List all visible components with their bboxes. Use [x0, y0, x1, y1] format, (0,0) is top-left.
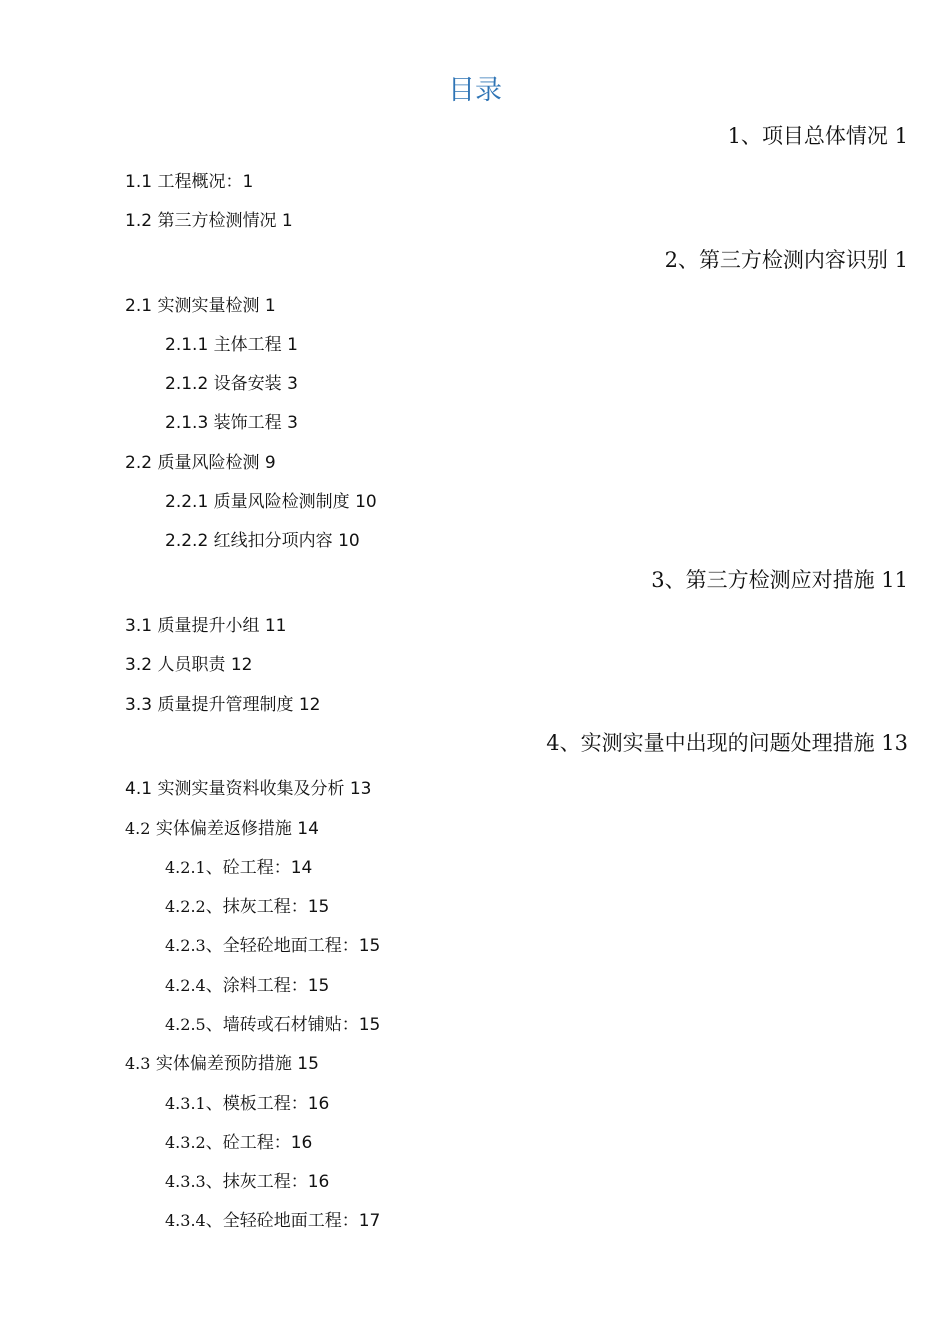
toc-entry-4-2-2[interactable]: [165, 895, 329, 919]
entry-number: 4.3.3: [165, 1172, 206, 1191]
entry-number: 2.2: [125, 453, 153, 473]
toc-entry-4-2[interactable]: [125, 817, 319, 841]
entry-number: 4.3.2: [165, 1133, 206, 1152]
toc-entry-4-2-3[interactable]: [165, 934, 380, 958]
entry-number: 2.1.3: [165, 413, 209, 433]
entry-number: 4.1: [125, 779, 153, 799]
entry-text: 工程概况：: [152, 172, 243, 192]
toc-title: 目录: [448, 75, 502, 106]
toc-entry-2[interactable]: [665, 248, 908, 272]
toc-entry-2-1-2[interactable]: [165, 372, 298, 396]
toc-entry-4-1[interactable]: [125, 777, 372, 801]
entry-number: 4.2.4: [165, 976, 206, 995]
toc-entry-3-1[interactable]: [125, 614, 287, 638]
entry-text: 设备安装: [208, 374, 282, 394]
entry-page: 13: [881, 731, 908, 755]
entry-page: 1: [242, 172, 254, 192]
entry-text: 质量提升小组: [152, 616, 260, 636]
entry-page: 16: [307, 1094, 330, 1114]
entry-number: 4、: [546, 731, 581, 755]
entry-page: 16: [290, 1133, 313, 1153]
entry-page: 11: [264, 616, 287, 636]
entry-text: 、砼工程：: [205, 858, 291, 878]
entry-page: 1: [281, 211, 293, 231]
toc-entry-3-2[interactable]: [125, 653, 253, 677]
entry-text: 第三方检测应对措施: [685, 568, 875, 592]
toc-entry-2-1-3[interactable]: [165, 411, 298, 435]
entry-number: 2.2.1: [165, 492, 209, 512]
entry-number: 4.3: [125, 1054, 151, 1073]
entry-text: 质量提升管理制度: [152, 695, 294, 715]
toc-entry-4-2-5[interactable]: [165, 1013, 380, 1037]
entry-number: 2.1.1: [165, 335, 209, 355]
entry-page: 3: [287, 374, 298, 394]
toc-entry-4-3-2[interactable]: [165, 1131, 312, 1155]
entry-text: 、全轻砼地面工程：: [205, 936, 359, 956]
entry-text: 红线扣分项内容: [208, 531, 333, 551]
toc-entry-3-3[interactable]: [125, 693, 321, 717]
toc-entry-4-3-1[interactable]: [165, 1092, 329, 1116]
entry-page: 12: [298, 695, 321, 715]
entry-page: 16: [307, 1172, 330, 1192]
entry-text: 项目总体情况: [761, 124, 888, 148]
toc-entry-1[interactable]: [728, 124, 908, 148]
entry-page: 1: [894, 124, 908, 148]
entry-number: 4.2.1: [165, 858, 206, 877]
entry-page: 1: [894, 248, 908, 272]
entry-page: 17: [358, 1211, 381, 1231]
entry-page: 3: [287, 413, 298, 433]
entry-page: 15: [307, 897, 330, 917]
toc-entry-4-3-4[interactable]: [165, 1209, 380, 1233]
entry-page: 12: [230, 655, 253, 675]
entry-text: 、墙砖或石材铺贴：: [205, 1015, 359, 1035]
toc-entry-4-2-1[interactable]: [165, 856, 312, 880]
entry-number: 2.1: [125, 296, 153, 316]
entry-page: 1: [264, 296, 276, 316]
entry-text: 主体工程: [208, 335, 282, 355]
toc-entry-4[interactable]: [546, 731, 908, 755]
toc-entry-2-2-1[interactable]: [165, 490, 377, 514]
entry-page: 14: [290, 858, 313, 878]
toc-entry-2-2-2[interactable]: [165, 529, 360, 553]
entry-text: 质量风险检测: [152, 453, 260, 473]
entry-page: 15: [297, 1054, 319, 1074]
entry-number: 4.2: [125, 819, 151, 838]
entry-number: 2、: [664, 248, 699, 272]
entry-page: 13: [349, 779, 372, 799]
toc-entry-4-3[interactable]: [125, 1052, 319, 1076]
entry-number: 3、: [651, 568, 686, 592]
entry-number: 3.1: [125, 616, 153, 636]
entry-page: 1: [287, 335, 298, 355]
entry-page: 10: [338, 531, 360, 551]
entry-number: 1、: [727, 124, 762, 148]
toc-entry-1-1[interactable]: [125, 170, 253, 194]
entry-text: 第三方检测内容识别: [698, 248, 888, 272]
entry-page: 14: [297, 819, 319, 839]
entry-text: 实体偏差返修措施: [150, 819, 292, 839]
entry-text: 实测实量资料收集及分析: [152, 779, 345, 799]
toc-entry-4-2-4[interactable]: [165, 974, 329, 998]
entry-text: 、砼工程：: [205, 1133, 291, 1153]
entry-text: 、涂料工程：: [205, 976, 308, 996]
toc-entry-3[interactable]: [651, 568, 908, 592]
entry-text: 质量风险检测制度: [208, 492, 350, 512]
entry-page: 15: [358, 1015, 381, 1035]
entry-number: 3.3: [125, 695, 153, 715]
entry-number: 1.2: [125, 211, 153, 231]
entry-page: 9: [264, 453, 276, 473]
entry-number: 4.2.2: [165, 897, 206, 916]
entry-number: 1.1: [125, 172, 153, 192]
toc-entry-4-3-3[interactable]: [165, 1170, 329, 1194]
entry-text: 装饰工程: [208, 413, 282, 433]
entry-text: 实测实量检测: [152, 296, 260, 316]
entry-number: 2.1.2: [165, 374, 209, 394]
entry-text: 实测实量中出现的问题处理措施: [580, 731, 875, 755]
entry-text: 、抹灰工程：: [205, 897, 308, 917]
entry-text: 、全轻砼地面工程：: [205, 1211, 359, 1231]
entry-page: 10: [355, 492, 377, 512]
entry-page: 15: [358, 936, 381, 956]
entry-number: 4.2.5: [165, 1015, 206, 1034]
entry-text: 、模板工程：: [205, 1094, 308, 1114]
entry-text: 第三方检测情况: [152, 211, 277, 231]
entry-text: 、抹灰工程：: [205, 1172, 308, 1192]
entry-number: 4.2.3: [165, 936, 206, 955]
entry-number: 4.3.4: [165, 1211, 206, 1230]
toc-entry-2-1[interactable]: [125, 294, 276, 318]
entry-page: 11: [881, 568, 908, 592]
toc-entry-1-2[interactable]: [125, 209, 293, 233]
entry-page: 15: [307, 976, 330, 996]
entry-text: 实体偏差预防措施: [150, 1054, 292, 1074]
toc-entry-2-1-1[interactable]: [165, 333, 298, 357]
entry-text: 人员职责: [152, 655, 226, 675]
entry-number: 2.2.2: [165, 531, 209, 551]
toc-entry-2-2[interactable]: [125, 451, 276, 475]
entry-number: 3.2: [125, 655, 153, 675]
entry-number: 4.3.1: [165, 1094, 206, 1113]
